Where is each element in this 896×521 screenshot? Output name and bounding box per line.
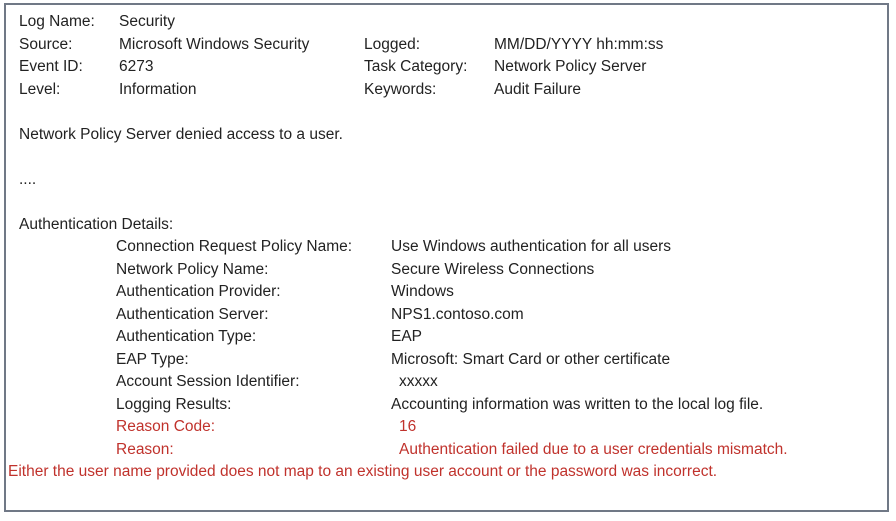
blank-line xyxy=(19,101,879,124)
detail-value: Microsoft: Smart Card or other certificate xyxy=(391,350,671,368)
field-label: Event ID: xyxy=(19,58,83,75)
blank-line xyxy=(19,146,879,169)
truncation-ellipsis: .... xyxy=(19,170,37,188)
field-value: 6273 xyxy=(119,58,154,75)
field-value xyxy=(494,11,879,34)
field-value: Microsoft Windows Security xyxy=(119,35,310,53)
detail-label: Logging Results: xyxy=(116,395,232,413)
detail-label: Reason Code: xyxy=(116,418,216,435)
event-header xyxy=(19,11,879,101)
authentication-details-list xyxy=(19,236,879,461)
detail-row xyxy=(19,259,879,282)
event-description: Network Policy Server denied access to a user. xyxy=(19,125,343,143)
field-value: Audit Failure xyxy=(494,80,582,98)
detail-label: Authentication Server: xyxy=(116,305,269,323)
detail-row xyxy=(19,281,879,304)
detail-label: Authentication Provider: xyxy=(116,283,281,300)
detail-value: Authentication failed due to a user credentials mismatch. xyxy=(399,440,788,458)
blank-line xyxy=(19,191,879,214)
detail-value: Windows xyxy=(391,283,454,300)
event-log-content xyxy=(6,5,887,484)
detail-row xyxy=(19,349,879,372)
detail-row-reason xyxy=(19,439,879,462)
field-value: Security xyxy=(119,13,175,30)
field-value: MM/DD/YYYY hh:mm:ss xyxy=(494,35,664,53)
field-label: Log Name: xyxy=(19,13,95,30)
detail-row-reason-code xyxy=(19,416,879,439)
header-row xyxy=(19,11,879,34)
detail-value: Use Windows authentication for all users xyxy=(391,238,671,255)
detail-row xyxy=(19,236,879,259)
detail-row xyxy=(19,394,879,417)
header-row xyxy=(19,56,879,79)
field-value: Information xyxy=(119,80,197,98)
detail-label: Account Session Identifier: xyxy=(116,373,300,390)
detail-value: 16 xyxy=(399,418,417,435)
field-label: Keywords: xyxy=(364,80,437,98)
detail-label: EAP Type: xyxy=(116,350,189,368)
field-value: Network Policy Server xyxy=(494,58,647,75)
reason-detail-note: Either the user name provided does not map to an existing user account or the password was incorrect. xyxy=(8,463,718,480)
detail-label: Connection Request Policy Name: xyxy=(116,238,353,255)
detail-row xyxy=(19,326,879,349)
field-label: Source: xyxy=(19,35,73,53)
event-log-panel xyxy=(4,3,889,512)
header-row xyxy=(19,79,879,102)
field-label: Task Category: xyxy=(364,58,468,75)
detail-label: Network Policy Name: xyxy=(116,260,269,278)
header-row xyxy=(19,34,879,57)
detail-label: Reason: xyxy=(116,440,174,458)
field-label: Logged: xyxy=(364,35,421,53)
detail-row xyxy=(19,371,879,394)
detail-value: EAP xyxy=(391,328,423,345)
detail-value: NPS1.contoso.com xyxy=(391,305,524,323)
detail-label: Authentication Type: xyxy=(116,328,257,345)
detail-value: Secure Wireless Connections xyxy=(391,260,595,278)
detail-value: xxxxx xyxy=(399,373,438,390)
authentication-details-heading: Authentication Details: xyxy=(19,215,174,233)
field-label: Level: xyxy=(19,80,61,98)
field-label xyxy=(364,11,494,34)
detail-value: Accounting information was written to the local log file. xyxy=(391,395,764,413)
detail-row xyxy=(19,304,879,327)
